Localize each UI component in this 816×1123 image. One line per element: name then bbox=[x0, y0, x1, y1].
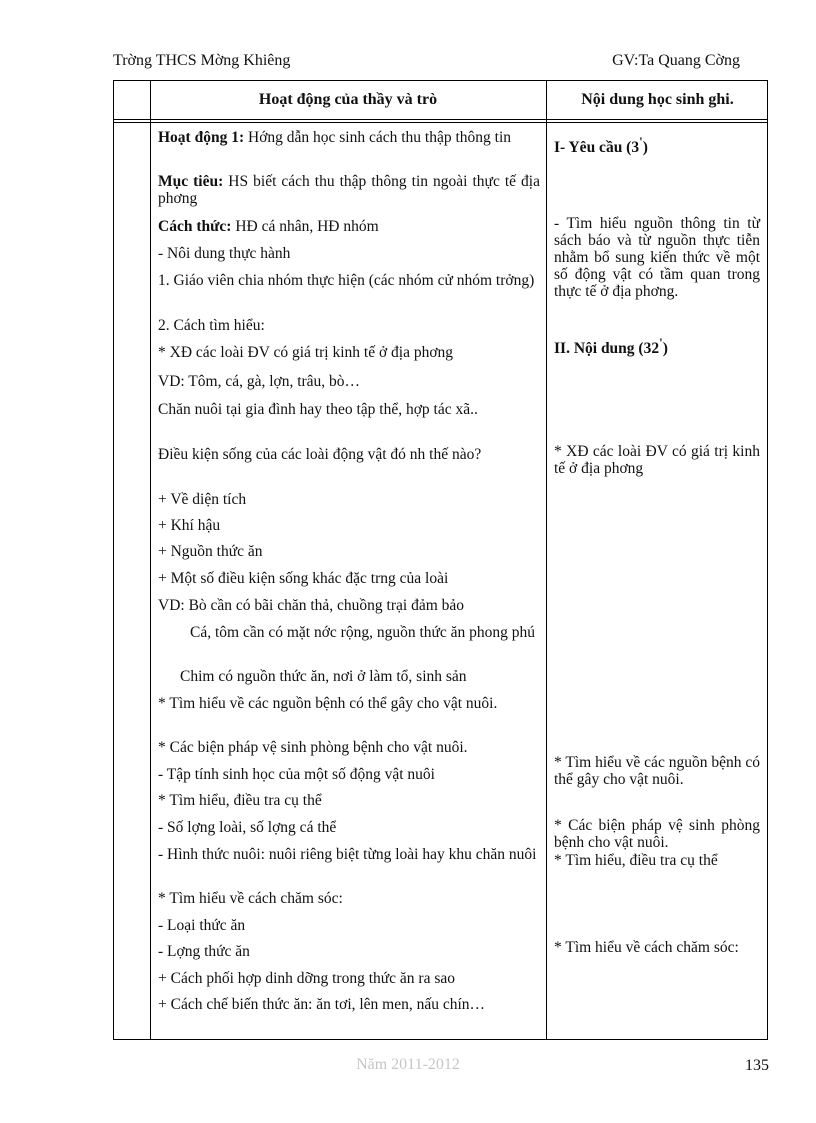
section-title-content: II. Nội dung (32') bbox=[554, 335, 668, 358]
text-line: + Khí hậu bbox=[158, 517, 221, 534]
activity-label: Hoạt động 1: bbox=[158, 129, 245, 146]
objective: Mục tiêu: HS biết cách thu thập thông tin ngoài thực tế địa phơng bbox=[158, 173, 540, 207]
text-line: * Tìm hiểu về cách chăm sóc: bbox=[158, 890, 343, 907]
text-line: Chăn nuôi tại gia đình hay theo tập thể, hợp tác xã.. bbox=[158, 401, 478, 418]
note-item: * Tìm hiểu về các nguồn bệnh có thể gây cho vật nuôi. bbox=[554, 754, 760, 788]
text-line: Chim có nguồn thức ăn, nơi ở làm tổ, sinh sản bbox=[180, 668, 467, 685]
text-line: Cá, tôm cần có mặt nớc rộng, nguồn thức ăn phong phú bbox=[190, 624, 536, 641]
text-line: - Số lợng loài, số lợng cá thể bbox=[158, 819, 337, 836]
note-item: * Các biện pháp vệ sinh phòng bệnh cho vật nuôi. bbox=[554, 817, 760, 851]
text-line: - Lợng thức ăn bbox=[158, 943, 250, 960]
text-line: * Tìm hiểu về các nguồn bệnh có thể gây cho vật nuôi. bbox=[158, 695, 498, 712]
teacher-name: GV:Ta Quang Cờng bbox=[612, 52, 740, 69]
footer-year: Năm 2011-2012 bbox=[356, 1056, 460, 1073]
text-line: Điều kiện sống của các loài động vật đó nh thế nào? bbox=[158, 446, 482, 463]
section-title-requirements: I- Yêu cầu (3') bbox=[554, 134, 648, 157]
text-line: + Cách phối hợp dinh dỡng trong thức ăn ra sao bbox=[158, 970, 455, 987]
page-number: 135 bbox=[745, 1057, 769, 1074]
header-rule bbox=[114, 122, 767, 123]
text-line: - Loại thức ăn bbox=[158, 917, 246, 934]
text-line: 1. Giáo viên chia nhóm thực hiện (các nhóm cử nhóm trởng) bbox=[158, 272, 535, 289]
method-label: Cách thức: bbox=[158, 218, 232, 235]
text-line: * XĐ các loài ĐV có giá trị kinh tế ở địa phơng bbox=[158, 344, 454, 361]
text-line: * Tìm hiểu, điều tra cụ thể bbox=[158, 792, 322, 809]
lesson-table bbox=[113, 80, 768, 1040]
text-line: - Tập tính sinh học của một số động vật nuôi bbox=[158, 766, 435, 783]
page-header bbox=[113, 50, 768, 76]
column-header-activities: Hoạt động của thầy và trò bbox=[258, 91, 438, 108]
objective-label: Mục tiêu: bbox=[158, 173, 224, 190]
text-line: + Về diện tích bbox=[158, 491, 247, 508]
note-item: * Tìm hiểu, điều tra cụ thể bbox=[554, 852, 718, 869]
header-rule bbox=[114, 119, 767, 120]
text-line: + Cách chế biến thức ăn: ăn tơi, lên men, nấu chín… bbox=[158, 996, 486, 1013]
table-divider bbox=[150, 81, 151, 1039]
note-item: * XĐ các loài ĐV có giá trị kinh tế ở địa phơng bbox=[554, 443, 760, 477]
text-line: VD: Tôm, cá, gà, lợn, trâu, bò… bbox=[158, 373, 361, 390]
text-line: 2. Cách tìm hiểu: bbox=[158, 317, 265, 334]
text-line: + Nguồn thức ăn bbox=[158, 543, 263, 560]
text-line: * Các biện pháp vệ sinh phòng bệnh cho vật nuôi. bbox=[158, 739, 468, 756]
text-line: - Nôi dung thực hành bbox=[158, 245, 291, 262]
column-header-notes: Nội dung học sinh ghi. bbox=[581, 91, 734, 108]
text-line: VD: Bò cần có bãi chăn thả, chuồng trại đảm bảo bbox=[158, 597, 465, 614]
text-line: + Một số điều kiện sống khác đặc trng của loài bbox=[158, 570, 449, 587]
method: Cách thức: HĐ cá nhân, HĐ nhóm bbox=[158, 218, 379, 235]
table-divider bbox=[546, 81, 547, 1039]
text-line: - Hình thức nuôi: nuôi riêng biệt từng loài hay khu chăn nuôi bbox=[158, 846, 537, 863]
note-item: * Tìm hiểu về cách chăm sóc: bbox=[554, 939, 739, 956]
requirements-text: - Tìm hiểu nguồn thông tin từ sách báo và từ nguồn thực tiễn nhằm bổ sung kiến thức về một số động vật có tầm quan trong thực tế ở địa phơng. bbox=[554, 215, 760, 300]
activity-1: Hoạt động 1: Hớng dẫn học sinh cách thu thập thông tin bbox=[158, 129, 512, 146]
school-name: Trờng THCS Mờng Khiêng bbox=[113, 52, 291, 69]
